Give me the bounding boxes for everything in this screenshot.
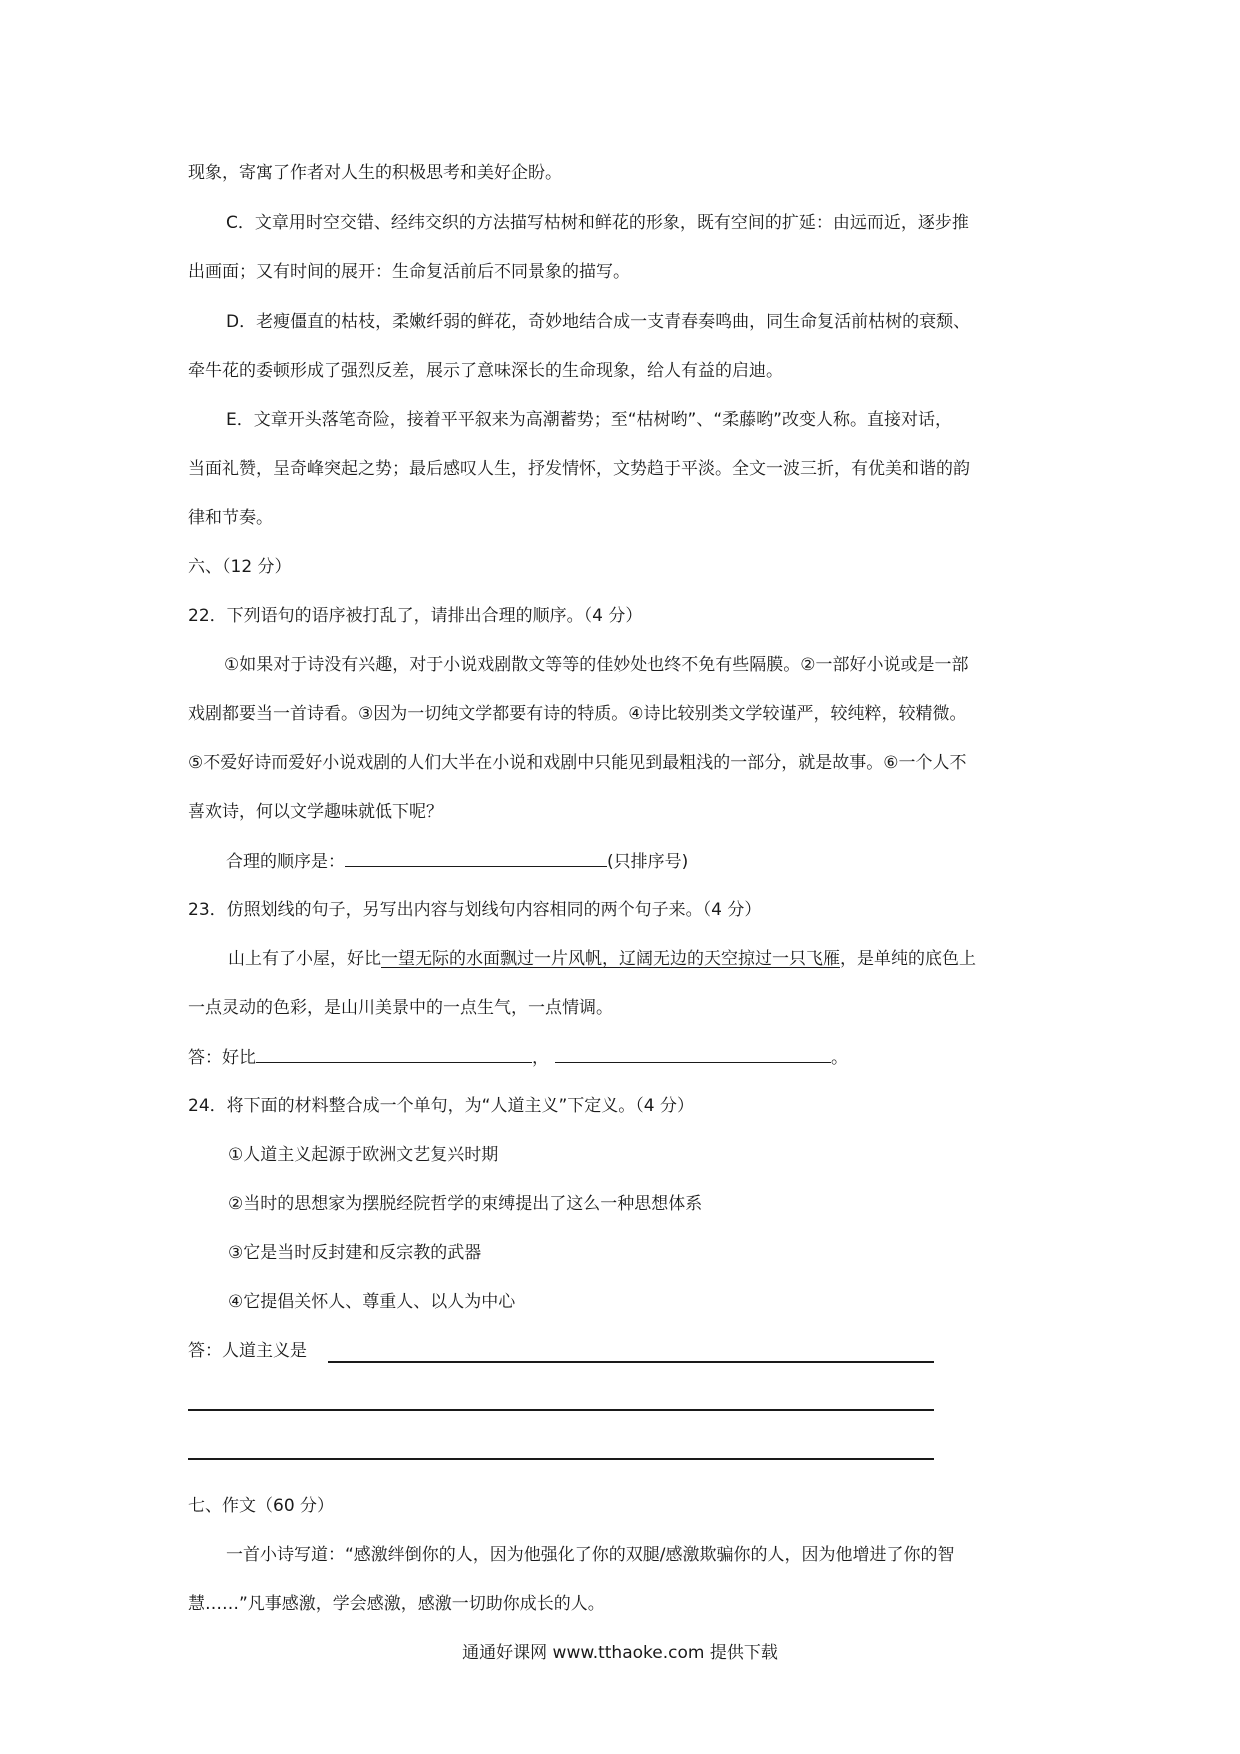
question-23-title: 23．仿照划线的句子，另写出内容与划线句内容相同的两个句子来。（4 分）	[188, 900, 762, 920]
question-22-answer	[226, 848, 688, 875]
option-e-line-1: E．文章开头落笔奇险，接着平平叙来为高潮蓄势；至“枯树哟”、“柔藤哟”改变人称。直接对话，	[226, 410, 952, 430]
question-24-answer-label: 答：人道主义是	[188, 1341, 307, 1361]
question-24-title: 24．将下面的材料整合成一个单句，为“人道主义”下定义。（4 分）	[188, 1096, 694, 1116]
option-d-line-2: 牵牛花的委顿形成了强烈反差，展示了意味深长的生命现象，给人有益的启迪。	[188, 361, 783, 381]
answer-line-2[interactable]	[188, 1409, 934, 1411]
page-footer: 通通好课网 www.tthaoke.com 提供下载	[462, 1643, 778, 1663]
period: 。	[831, 1048, 848, 1068]
section-7-heading: 七、作文（60 分）	[188, 1496, 335, 1516]
option-d-line-1: D．老瘦僵直的枯枝，柔嫩纤弱的鲜花，奇妙地结合成一支青春奏鸣曲，同生命复活前枯树的衰颓、	[226, 312, 971, 332]
underlined-sentence: 一望无际的水面飘过一片风帆，辽阔无边的天空掠过一只飞雁	[381, 949, 840, 969]
question-23-answer	[188, 1044, 848, 1071]
section-6-heading: 六、（12 分）	[188, 557, 292, 577]
option-e-line-2: 当面礼赞，呈奇峰突起之势；最后感叹人生，抒发情怀，文势趋于平淡。全文一波三折，有优美和谐的韵	[188, 459, 970, 479]
question-24-item-2: ②当时的思想家为摆脱经院哲学的束缚提出了这么一种思想体系	[228, 1194, 703, 1214]
answer-label: 合理的顺序是：	[226, 852, 345, 872]
question-22-line-3: ⑤不爱好诗而爱好小说戏剧的人们大半在小说和戏剧中只能见到最粗浅的一部分，就是故事。⑥一个人不	[188, 753, 967, 773]
question-24-item-3: ③它是当时反封建和反宗教的武器	[228, 1243, 482, 1263]
sentence-end: ，是单纯的底色上	[840, 949, 976, 969]
answer-blank[interactable]	[345, 848, 607, 867]
answer-line-1[interactable]	[328, 1361, 934, 1363]
question-23-line-1	[228, 946, 976, 972]
question-22-line-4: 喜欢诗，何以文学趣味就低下呢？	[188, 802, 443, 822]
sentence-start: 山上有了小屋，好比	[228, 949, 381, 969]
question-24-item-1: ①人道主义起源于欧洲文艺复兴时期	[228, 1145, 499, 1165]
answer-blank-2[interactable]	[555, 1044, 831, 1063]
question-24-item-4: ④它提倡关怀人、尊重人、以人为中心	[228, 1292, 516, 1312]
essay-prompt-line-1: 一首小诗写道：“感激绊倒你的人，因为他强化了你的双腿/感激欺骗你的人，因为他增进了你的智	[226, 1545, 955, 1565]
option-c-line-2: 出画面；又有时间的展开：生命复活前后不同景象的描写。	[188, 262, 630, 282]
question-22-title: 22．下列语句的语序被打乱了，请排出合理的顺序。（4 分）	[188, 606, 643, 626]
continued-line: 现象，寄寓了作者对人生的积极思考和美好企盼。	[188, 163, 562, 183]
option-e-line-3: 律和节奏。	[188, 508, 273, 528]
answer-note: (只排序号)	[607, 852, 689, 872]
question-22-line-2: 戏剧都要当一首诗看。③因为一切纯文学都要有诗的特质。④诗比较别类文学较谨严，较纯粹，较精微。	[188, 704, 967, 724]
question-22-line-1: ①如果对于诗没有兴趣，对于小说戏剧散文等等的佳妙处也终不免有些隔膜。②一部好小说或是一部	[224, 655, 969, 675]
question-23-line-2: 一点灵动的色彩，是山川美景中的一点生气，一点情调。	[188, 998, 613, 1018]
option-c-line-1: C．文章用时空交错、经纬交织的方法描写枯树和鲜花的形象，既有空间的扩延：由远而近，逐步推	[226, 213, 969, 233]
separator: ，	[532, 1048, 549, 1068]
answer-blank-1[interactable]	[256, 1044, 532, 1063]
answer-label: 答：好比	[188, 1048, 256, 1068]
answer-line-3[interactable]	[188, 1458, 934, 1460]
essay-prompt-line-2: 慧……”凡事感激，学会感激，感激一切助你成长的人。	[188, 1594, 605, 1614]
